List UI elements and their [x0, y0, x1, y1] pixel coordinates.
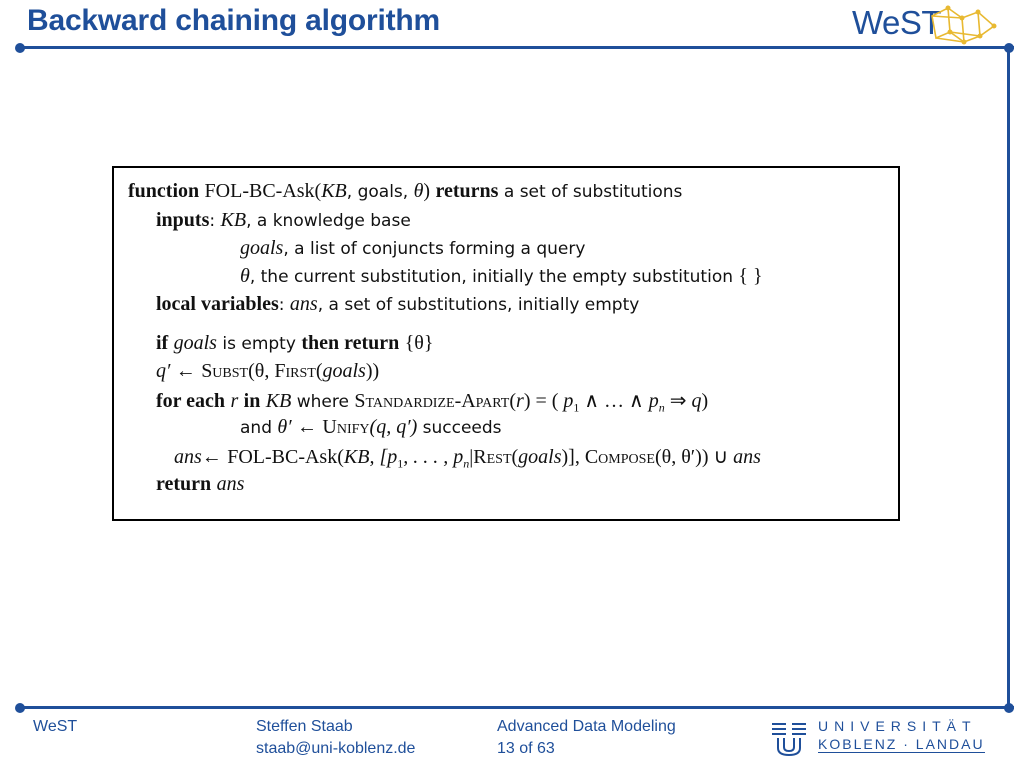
paren: ( [511, 446, 519, 468]
star-network-icon [928, 2, 1000, 48]
var-ans: ans [289, 293, 318, 315]
paren: ( [315, 360, 323, 382]
subscript: 1 [573, 400, 580, 415]
paren: ) [423, 180, 431, 202]
var-pn: p [648, 390, 659, 412]
university-name: UNIVERSITÄT [818, 718, 977, 734]
var-kb: KB [220, 209, 247, 231]
pipe: | [469, 446, 474, 468]
keyword-returns: returns [435, 180, 499, 202]
var-goals: goals [518, 446, 562, 468]
kb-desc: , a knowledge base [246, 211, 411, 231]
algo-line-if [156, 332, 433, 355]
theta-set: {θ} [404, 332, 434, 354]
var-theta-prime: θ′ [277, 416, 292, 438]
paren: ( [509, 390, 517, 412]
header-rule-left-dot [15, 43, 25, 53]
page-title: Backward chaining algorithm [27, 4, 441, 37]
where-text: where [296, 392, 349, 412]
right-rule [1007, 48, 1010, 708]
var-goals: goals [322, 360, 366, 382]
algo-line-unify [240, 416, 502, 439]
paren: )) [365, 360, 380, 382]
algo-line-subst [156, 360, 379, 383]
keyword-if: if [156, 332, 169, 354]
var-ans: ans [174, 446, 202, 468]
algo-line-recursive-call [174, 444, 761, 471]
var-ans: ans [733, 446, 761, 468]
args: (q, q′) [369, 416, 418, 438]
keyword-then-return: then return [301, 332, 400, 354]
assign-arrow: ← [201, 446, 222, 468]
var-goals: goals [240, 237, 284, 259]
subscript: 1 [397, 456, 404, 471]
return-desc: a set of substitutions [503, 182, 683, 202]
ans-desc: , a set of substitutions, initially empty [317, 295, 640, 315]
fn-rest: Rest [473, 446, 512, 468]
goals-desc: , a list of conjuncts forming a query [283, 239, 586, 259]
var-r: r [516, 390, 524, 412]
algo-line-signature [128, 180, 682, 203]
var-goals: goals [173, 332, 217, 354]
assign-arrow: ← [297, 416, 317, 438]
fn-unify: Unify [322, 416, 370, 438]
var-r: r [230, 390, 239, 412]
keyword-return: return [156, 473, 212, 495]
var-q: q [691, 390, 702, 412]
keyword-local-variables: local variables [156, 293, 279, 315]
subscript: n [658, 400, 665, 415]
is-empty-text: is empty [222, 334, 296, 354]
args: (θ, [248, 360, 275, 382]
arg-kb: KB [321, 180, 347, 202]
algo-line-theta [240, 265, 763, 288]
paren: ) [701, 390, 709, 412]
university-logo [768, 716, 988, 760]
algorithm-box [112, 166, 900, 521]
var-kb: KB [265, 390, 292, 412]
var-ans: ans [216, 473, 245, 495]
algo-line-for-each [156, 388, 708, 415]
keyword-inputs: inputs [156, 209, 210, 231]
implies: ⇒ [664, 390, 692, 412]
succeeds-text: succeeds [422, 418, 502, 438]
paren: ( [337, 446, 344, 468]
paren: ( [314, 180, 322, 202]
function-name: FOL-BC-Ask [227, 446, 338, 468]
algo-line-return [156, 473, 244, 496]
footer-email: staab@uni-koblenz.de [256, 740, 416, 757]
equals: ) = ( [523, 390, 564, 412]
footer-rule [20, 706, 1014, 709]
assign-arrow: ← [175, 360, 196, 382]
var-kb: KB [343, 446, 370, 468]
keyword-function: function [128, 180, 200, 202]
list-end: )], [561, 446, 585, 468]
function-name: FOL-BC-Ask [204, 180, 315, 202]
fn-subst: Subst [201, 360, 249, 382]
empty-set: { } [738, 265, 763, 287]
arg-theta: θ [413, 180, 424, 202]
and-text: and [240, 418, 272, 438]
footer-author: Steffen Staab [256, 718, 353, 735]
keyword-for-each: for each [156, 390, 226, 412]
union: (θ, θ′)) ∪ [654, 446, 734, 468]
theta-desc: , the current substitution, initially the empty substitution [249, 267, 733, 287]
footer-page: 13 of 63 [497, 740, 555, 757]
var-p1: p [563, 390, 574, 412]
colon: : [209, 211, 216, 231]
arg-goals: , goals, [346, 182, 414, 202]
colon: : [278, 295, 285, 315]
footer-org: WeST [33, 718, 78, 735]
footer-rule-left-dot [15, 703, 25, 713]
algo-line-locals [156, 293, 639, 316]
footer-course: Advanced Data Modeling [497, 718, 676, 735]
university-location: KOBLENZ · LANDAU [818, 736, 985, 752]
keyword-in: in [243, 390, 261, 412]
footer-rule-right-dot [1004, 703, 1014, 713]
fn-first: First [274, 360, 316, 382]
list-mid: , . . . , p [403, 446, 464, 468]
var-q-prime: q′ [156, 360, 171, 382]
fn-compose: Compose [584, 446, 655, 468]
university-emblem-icon [770, 718, 810, 758]
fn-standardize-apart: Standardize-Apart [354, 390, 510, 412]
west-logo [850, 2, 1000, 48]
header-rule [20, 46, 1014, 49]
algo-line-goals [240, 237, 585, 260]
algo-line-inputs [156, 209, 411, 232]
subscript: n [463, 456, 470, 471]
var-theta: θ [240, 265, 250, 287]
west-logo-text: WeST [852, 4, 942, 41]
conjunction: ∧ … ∧ [579, 390, 649, 412]
list-start: , [p [369, 446, 398, 468]
